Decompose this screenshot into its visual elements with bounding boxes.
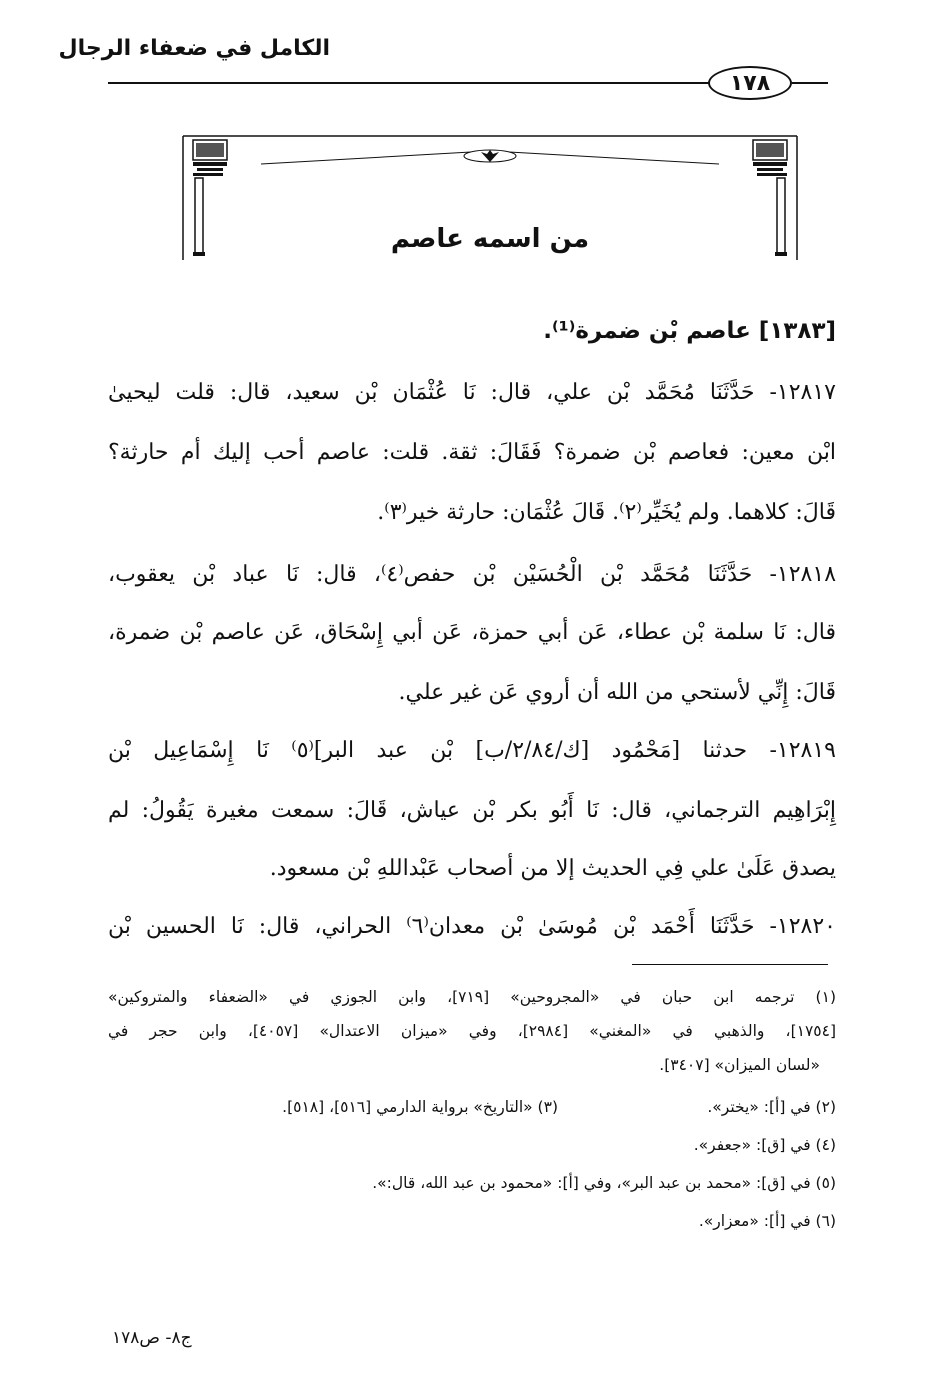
body-line: ابْن معين: فعاصم بْن ضمرة؟ فَقَالَ: ثقة. قلت: عاصم أحب إليك أم حارثة؟ bbox=[108, 440, 836, 465]
entry-heading: [١٣٨٣] عاصم بْن ضمرة⁽¹⁾. bbox=[543, 318, 836, 344]
header-rule bbox=[108, 82, 710, 84]
footnote-line: «لسان الميزان» [٣٤٠٧]. bbox=[659, 1056, 820, 1074]
header-rule-right bbox=[792, 82, 828, 84]
footnote-rule bbox=[632, 964, 828, 965]
body-line: قَالَ: إِنِّي لأستحي من الله أن أروي عَن غير علي. bbox=[398, 680, 836, 705]
section-title: من اسمه عاصم bbox=[390, 224, 590, 254]
footnote-line: (٢) في [أ]: «يختر». bbox=[707, 1098, 836, 1116]
page-number: ١٧٨ bbox=[729, 70, 771, 96]
body-line: إِبْرَاهِيم الترجماني، قال: نَا أَبُو بكر بْن عياش، قَالَ: سمعت مغيرة يَقُولُ: لم bbox=[108, 798, 836, 823]
body-line: قَالَ: كلاهما. ولم يُخَيِّر⁽٢⁾. قَالَ عُثْمَان: حارثة خير⁽٣⁾. bbox=[377, 500, 836, 525]
footnote-line: (٤) في [ق]: «جعفر». bbox=[693, 1136, 836, 1154]
volume-page-reference: ج٨- ص١٧٨ bbox=[112, 1328, 192, 1348]
body-line: ١٢٨٢٠- حَدَّثَنَا أَحْمَد بْن مُوسَىٰ بْن معدان⁽٦⁾ الحراني، قال: نَا الحسين بْن bbox=[108, 914, 836, 939]
running-title: الكامل في ضعفاء الرجال bbox=[58, 36, 330, 61]
footnote-line: [١٧٥٤]، والذهبي في «المغني» [٢٩٨٤]، وفي «ميزان الاعتدال» [٤٠٥٧]، وابن حجر في bbox=[108, 1022, 836, 1040]
body-line: ١٢٨١٨- حَدَّثَنَا مُحَمَّد بْن الْحُسَيْن بْن حفص⁽٤⁾، قال: نَا عباد بْن يعقوب، bbox=[108, 562, 837, 587]
page-number-badge bbox=[708, 66, 792, 100]
footnote-line: (٦) في [أ]: «معزار». bbox=[698, 1212, 836, 1230]
body-line: ١٢٨١٧- حَدَّثَنَا مُحَمَّد بْن علي، قال: نَا عُثْمَان بْن سعيد، قال: قلت ليحيىٰ bbox=[108, 380, 836, 405]
body-line: قال: نَا سلمة بْن عطاء، عَن أبي حمزة، عَن أبي إِسْحَاق، عَن عاصم بْن ضمرة، bbox=[108, 620, 836, 645]
body-line: ١٢٨١٩- حدثنا [مَحْمُود [ك/٢/٨٤/ب] بْن عبد البر]⁽٥⁾ نَا إِسْمَاعِيل بْن bbox=[108, 738, 836, 763]
footnote-line: (٥) في [ق]: «محمد بن عبد البر»، وفي [أ]: «محمود بن عبد الله، قال:». bbox=[372, 1174, 836, 1192]
footnote-line: (٣) «التاريخ» برواية الدارمي [٥١٦]، [٥١٨]. bbox=[282, 1098, 558, 1116]
footnote-line: (١) ترجمه ابن حبان في «المجروحين» [٧١٩]، وابن الجوزي في «الضعفاء والمتروكين» bbox=[108, 988, 836, 1006]
body-line: يصدق عَلَىٰ علي فِي الحديث إلا من أصحاب عَبْداللهِ بْن مسعود. bbox=[269, 856, 836, 881]
